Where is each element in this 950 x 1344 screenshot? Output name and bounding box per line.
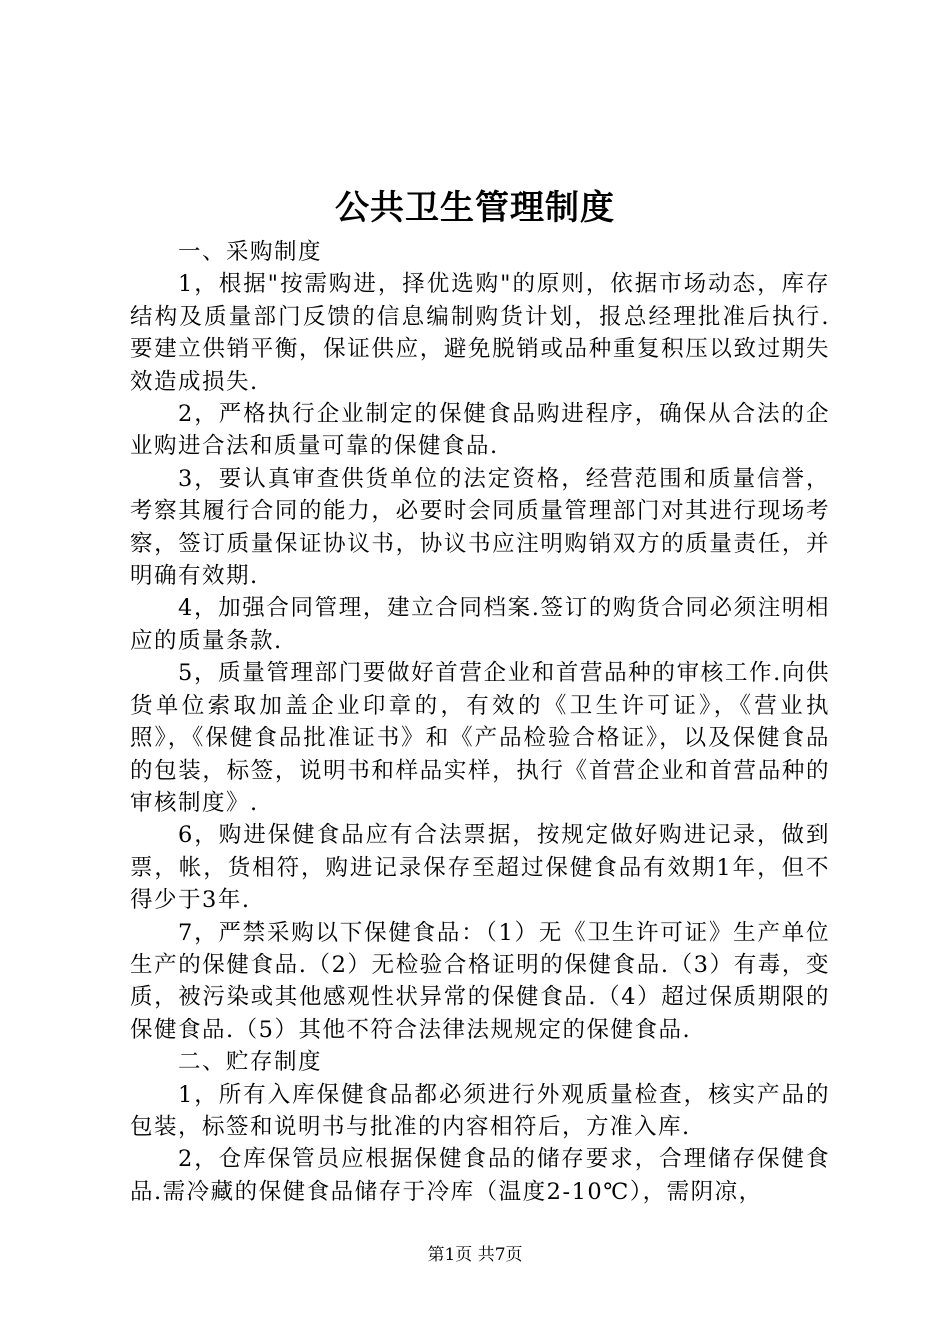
paragraph: 5，质量管理部门要做好首营企业和首营品种的审核工作.向供货单位索取加盖企业印章的，有效的《卫生许可证》，《营业执照》，《保健食品批准证书》和《产品检验合格证》，以及保健食品的包装，标签，说明书和样品实样，执行《首营企业和首营品种的审核制度》. [130, 660, 830, 816]
section-heading-storage: 二、贮存制度 [178, 1049, 323, 1076]
paragraph: 1，根据"按需购进，择优选购"的原则，依据市场动态，库存结构及质量部门反馈的信息编制购货计划，报总经理批准后执行.要建立供销平衡，保证供应，避免脱销或品种重复积压以致过期失效造成损失. [130, 271, 830, 395]
document-body [130, 236, 830, 1208]
paragraph: 3，要认真审查供货单位的法定资格，经营范围和质量信誉，考察其履行合同的能力，必要时会同质量管理部门对其进行现场考察，签订质量保证协议书，协议书应注明购销双方的质量责任，并明确有效期. [130, 465, 830, 590]
paragraph: 4，加强合同管理，建立合同档案.签订的购货合同必须注明相应的质量条款. [130, 595, 830, 654]
page-footer [0, 1244, 950, 1266]
page-number: 第1页 共7页 [427, 1245, 523, 1265]
paragraph: 2，严格执行企业制定的保健食品购进程序，确保从合法的企业购进合法和质量可靠的保健食品. [130, 401, 830, 460]
document-title: 公共卫生管理制度 [335, 188, 615, 228]
paragraph: 1，所有入库保健食品都必须进行外观质量检查，核实产品的包装，标签和说明书与批准的内容相符后，方准入库. [130, 1081, 830, 1140]
paragraph: 7，严禁采购以下保健食品：（1）无《卫生许可证》生产单位生产的保健食品.（2）无检验合格证明的保健食品.（3）有毒，变质，被污染或其他感观性状异常的保健食品.（4）超过保质期限的保健食品.（5）其他不符合法律法规规定的保健食品. [130, 919, 830, 1043]
section-heading-procurement: 一、采购制度 [178, 239, 323, 265]
paragraph: 2，仓库保管员应根据保健食品的储存要求，合理储存保健食品.需冷藏的保健食品储存于冷库（温度2-10℃），需阴凉， [130, 1146, 830, 1205]
paragraph: 6，购进保健食品应有合法票据，按规定做好购进记录，做到票，帐，货相符，购进记录保存至超过保健食品有效期1年，但不得少于3年. [130, 822, 830, 914]
